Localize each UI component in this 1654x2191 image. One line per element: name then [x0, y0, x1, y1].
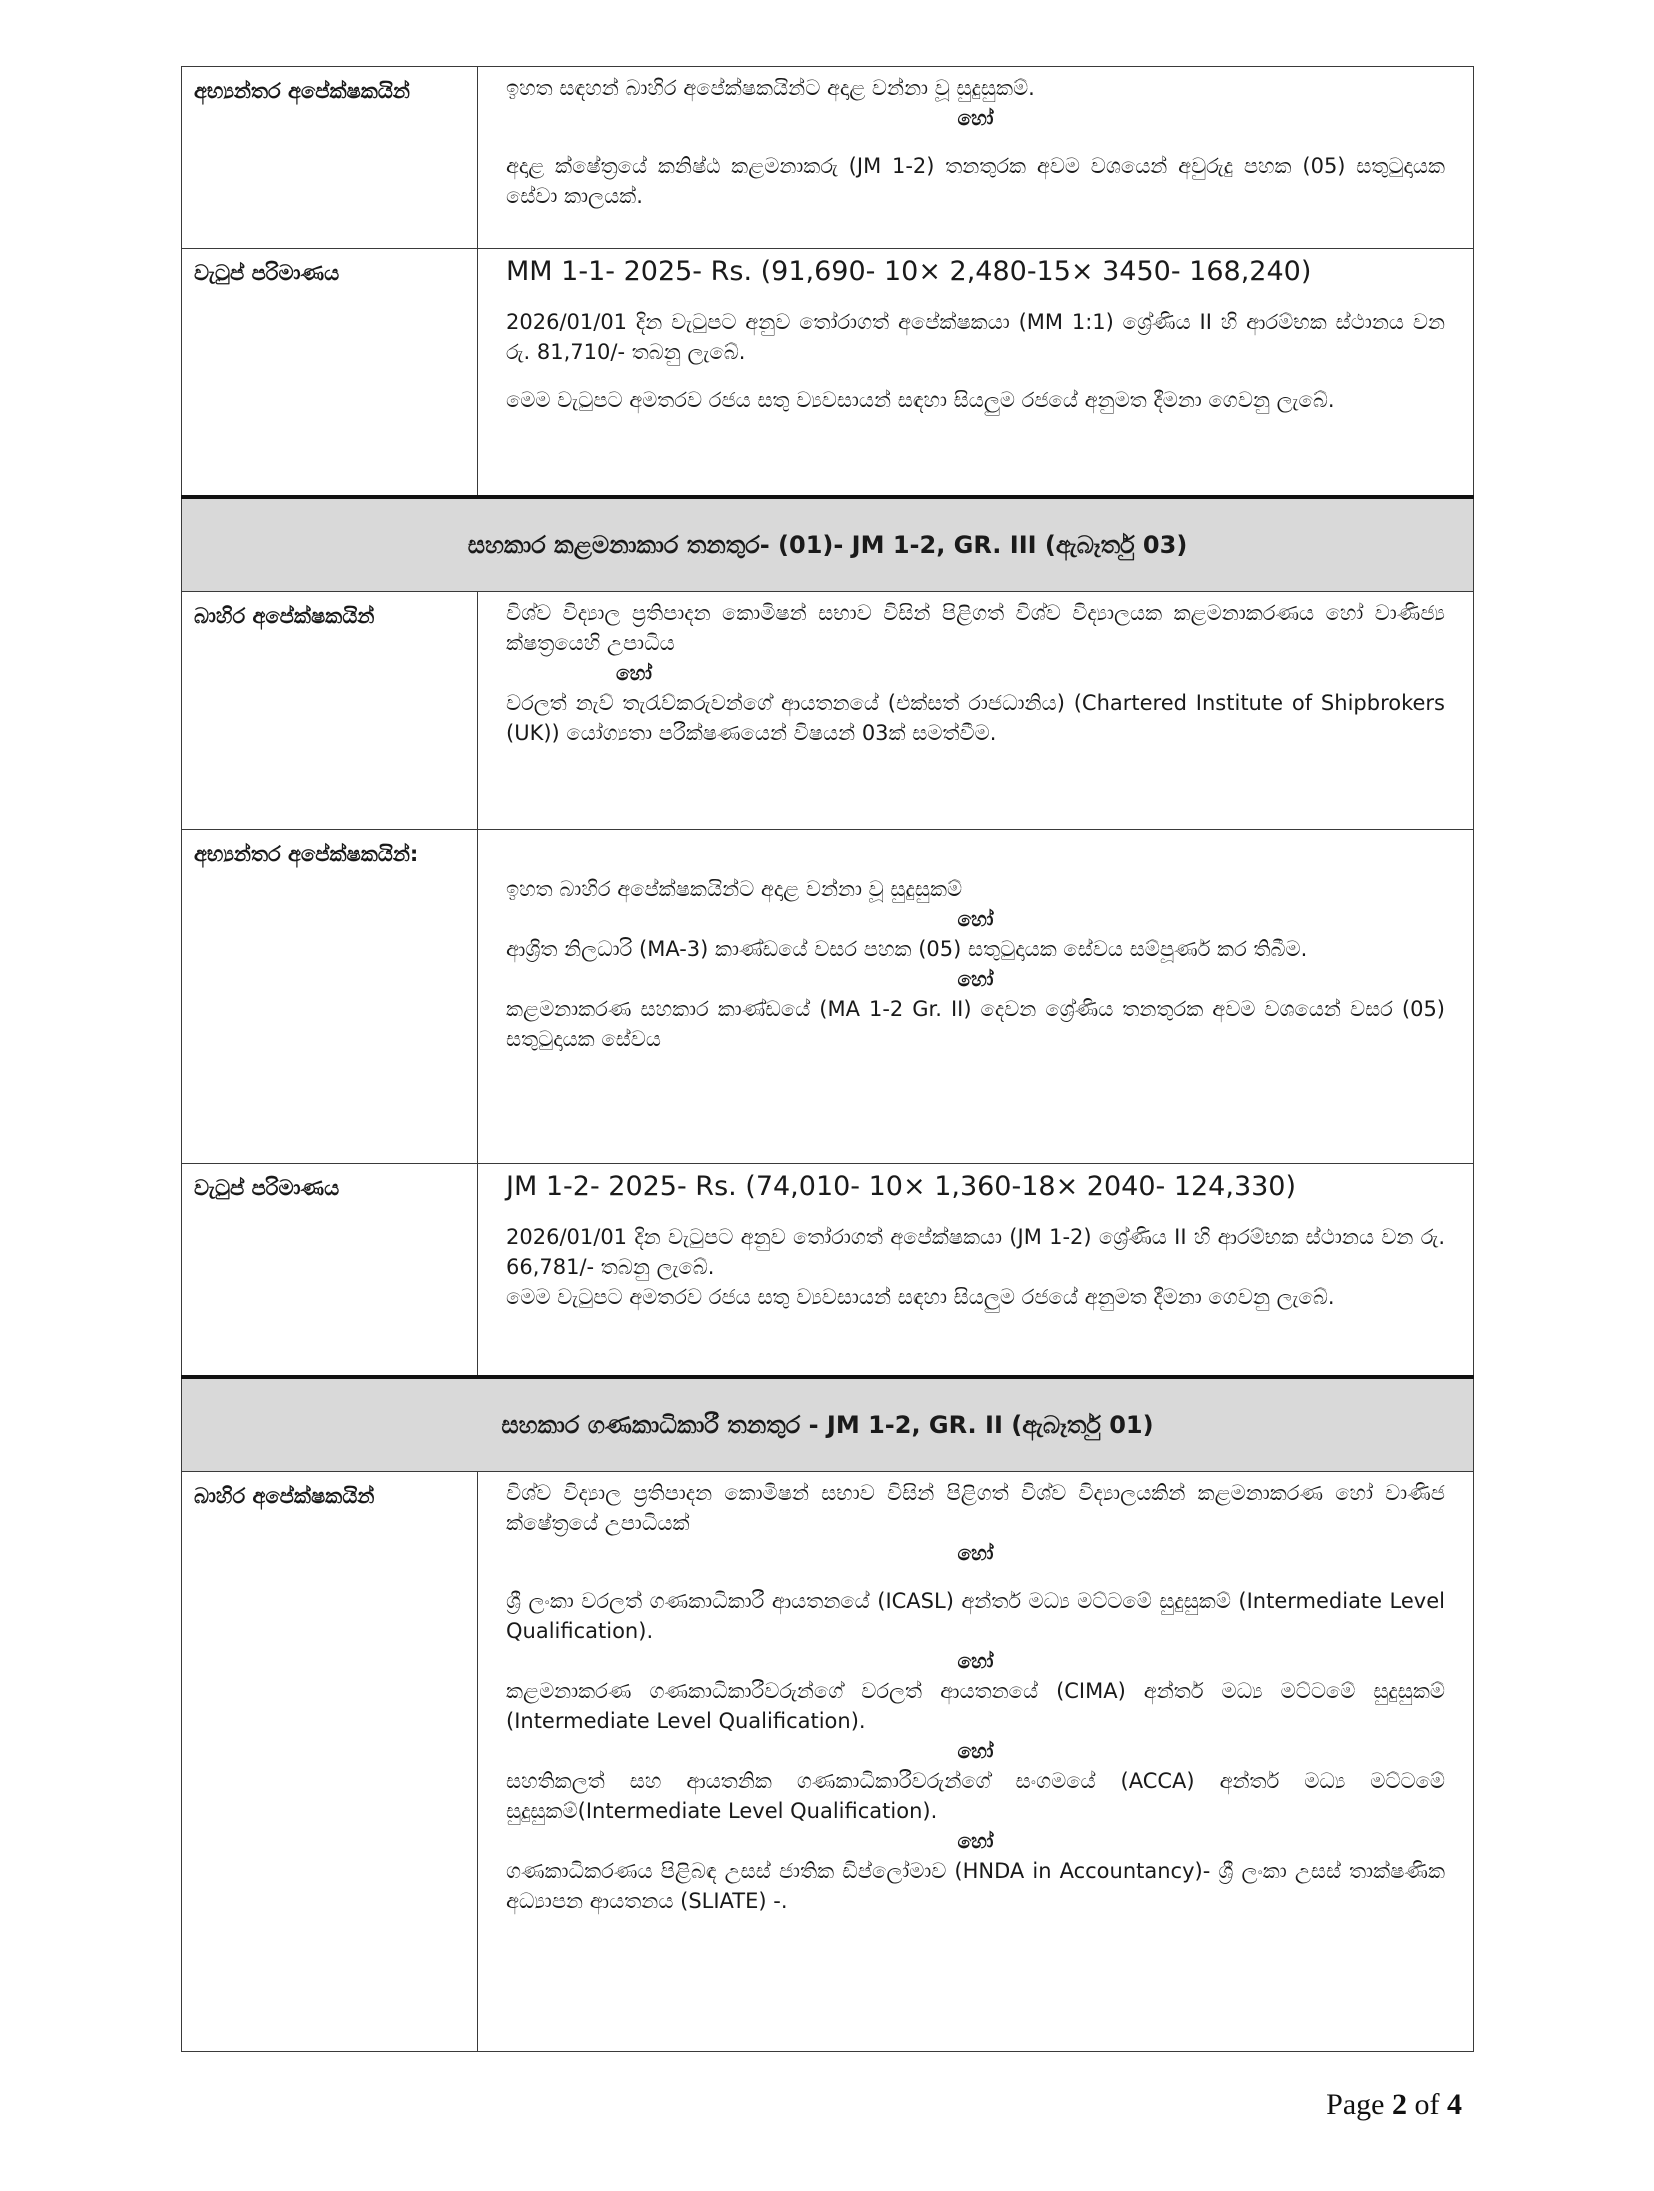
table-row — [182, 591, 1474, 829]
page-of: of — [1414, 2088, 1440, 2121]
or-separator: හෝ — [957, 906, 994, 931]
row-content-cell — [478, 67, 1474, 249]
salary-note: මෙම වැටුපට අමතරව රජය සතු ව්‍යවසායන් සඳහා සියලුම රජයේ අනුමත දීමනා ගෙවනු ලැබේ. — [506, 1284, 1335, 1309]
section-header: සහකාර ගණකාධිකාරී තනතුර - JM 1-2, GR. II (ඇබෑර්තු 01) — [182, 1377, 1474, 1472]
qualification-text: සහතිකලත් සහ ආයතනික ගණකාධිකාරීවරුන්ගේ සංගමයේ (ACCA) අන්තර් මධ්‍ය මට්ටමේ සුදුසුකම්(Intermediate Level Qualification). — [506, 1769, 1445, 1823]
qualifications-table — [181, 66, 1474, 2052]
row-content-cell — [478, 591, 1474, 829]
or-separator: හෝ — [957, 106, 994, 130]
qualification-text: විශ්ව විද්‍යාල ප්‍රතිපාදන කොමිෂන් සභාව විසින් පිළිගත් විශ්ව විද්‍යාලයක කළමනාකරණය හෝ වාණිජ්‍ය ක්ෂත්‍රයෙහි උපාධිය — [506, 600, 1445, 655]
salary-note: මෙම වැටුපට අමතරව රජය සතු ව්‍යවසායන් සඳහා සියලුම රජයේ අනුමත දීමනා ගෙවනු ලැබේ. — [506, 388, 1335, 412]
section-header: සහකාර කළමනාකාර තනතුර- (01)- JM 1-2, GR. III (ඇබෑර්තු 03) — [182, 497, 1474, 592]
qualification-text: ඉහත සඳහන් බාහිර අපේක්ෂකයින්ට අදාළ වන්නා වූ සුදුසුකම්. — [506, 76, 1035, 100]
qualification-text: වරලත් නැව් තැරැව්කරුවන්ගේ ආයතනයේ (එක්සත් රාජධානිය) (Chartered Institute of Shipbrokers (UK)) යෝග්‍යතා පරීක්ෂණයෙන් විෂයන් 03ක් සමත්වීම. — [506, 690, 1445, 745]
salary-scale-value: JM 1-2- 2025- Rs. (74,010- 10× 1,360-18× 2040- 124,330) — [506, 1170, 1297, 1202]
salary-note: 2026/01/01 දින වැටුපට අනුව තෝරාගත් අපේක්ෂකයා (MM 1:1) ශ්‍රේණිය II හි ආරම්භක ස්ථානය වන රු. 81,710/- තබනු ලැබේ. — [506, 310, 1445, 364]
page-current: 2 — [1392, 2088, 1407, 2121]
or-separator: හෝ — [957, 1541, 994, 1565]
table-row — [182, 1472, 1474, 2052]
row-label-cell — [182, 67, 478, 249]
or-separator: හෝ — [957, 966, 994, 991]
internal-candidates-label: අභ්‍යන්තර අපේක්ෂකයින්: — [194, 841, 419, 866]
salary-scale-label: වැටුප් පරිමාණය — [194, 1175, 340, 1200]
external-candidates-label: බාහිර අපේක්ෂකයින් — [194, 603, 375, 628]
table-row — [182, 67, 1474, 249]
page-word: Page — [1326, 2088, 1385, 2121]
salary-scale-value: MM 1-1- 2025- Rs. (91,690- 10× 2,480-15× 3450- 168,240) — [506, 256, 1312, 287]
table-row — [182, 249, 1474, 497]
salary-scale-label: වැටුප් පරිමාණය — [194, 261, 340, 285]
or-separator: හෝ — [957, 1649, 994, 1673]
row-content-cell — [478, 1163, 1474, 1377]
table-row — [182, 829, 1474, 1163]
or-separator: හෝ — [616, 660, 652, 685]
section-header-row — [182, 1377, 1474, 1472]
internal-candidates-label: අභ්‍යන්තර අපේක්ෂකයින් — [194, 79, 410, 103]
qualification-text: අදාළ ක්ෂේත්‍රයේ කනිෂ්ඨ කළමනාකරු (JM 1-2) තනතුරක අවම වශයෙන් අවුරුදු පහක (05) සතුටුදායක සේවා කාලයක්. — [506, 154, 1445, 208]
row-label-cell — [182, 829, 478, 1163]
row-label-cell — [182, 249, 478, 497]
row-content-cell — [478, 249, 1474, 497]
row-label-cell — [182, 1163, 478, 1377]
qualification-text: විශ්ව විද්‍යාල ප්‍රතිපාදන කොමිෂන් සභාව විසින් පිළිගත් විශ්ව විද්‍යාලයකින් කළමනාකරණ හෝ වාණිජ ක්ෂේත්‍රයේ උපාධියක් — [506, 1481, 1445, 1535]
row-content-cell — [478, 829, 1474, 1163]
row-label-cell — [182, 1472, 478, 2052]
page-number — [1326, 2088, 1462, 2122]
page-total: 4 — [1447, 2088, 1462, 2121]
qualification-text: ආශ්‍රිත නිලධාරි (MA-3) කාණ්ඩයේ වසර පහක (05) සතුටුදායක සේවය සම්පූර්ණ කර තිබීම. — [506, 936, 1308, 961]
qualification-text: ඉහත බාහිර අපේක්ෂකයින්ට අදාළ වන්නා වූ සුදුසුකම් — [506, 876, 963, 901]
or-separator: හෝ — [957, 1829, 994, 1853]
or-separator: හෝ — [957, 1739, 994, 1763]
qualification-text: කළමනාකරණ සහකාර කාණ්ඩයේ (MA 1-2 Gr. II) දෙවන ශ්‍රේණිය තනතුරක අවම වශයෙන් වසර (05) සතුටුදායක සේවය — [506, 996, 1445, 1051]
qualification-text: කළමනාකරණ ගණකාධිකාරීවරුන්ගේ වරලත් ආයතනයේ (CIMA) අන්තර් මධ්‍ය මට්ටමේ සුදුසුකම් (Intermediate Level Qualification). — [506, 1679, 1445, 1733]
section-header-row — [182, 497, 1474, 592]
row-content-cell — [478, 1472, 1474, 2052]
table-row — [182, 1163, 1474, 1377]
salary-note: 2026/01/01 දින වැටුපට අනුව තෝරාගත් අපේක්ෂකයා (JM 1-2) ශ්‍රේණිය II හි ආරම්භක ස්ථානය වන රු. 66,781/- තබනු ලැබේ. — [506, 1224, 1445, 1279]
qualification-text: ශ්‍රී ලංකා වරලත් ගණකාධිකාරී ආයතනයේ (ICASL) අන්තර් මධ්‍ය මට්ටමේ සුදුසුකම් (Intermediate Level Qualification). — [506, 1589, 1445, 1643]
row-label-cell — [182, 591, 478, 829]
external-candidates-label: බාහිර අපේක්ෂකයින් — [194, 1484, 375, 1508]
qualification-text: ගණකාධිකරණය පිළිබඳ උසස් ජාතික ඩිප්ලෝමාව (HNDA in Accountancy)- ශ්‍රී ලංකා උසස් තාක්ෂණික අධ්‍යාපන ආයතනය (SLIATE) -. — [506, 1859, 1445, 1913]
